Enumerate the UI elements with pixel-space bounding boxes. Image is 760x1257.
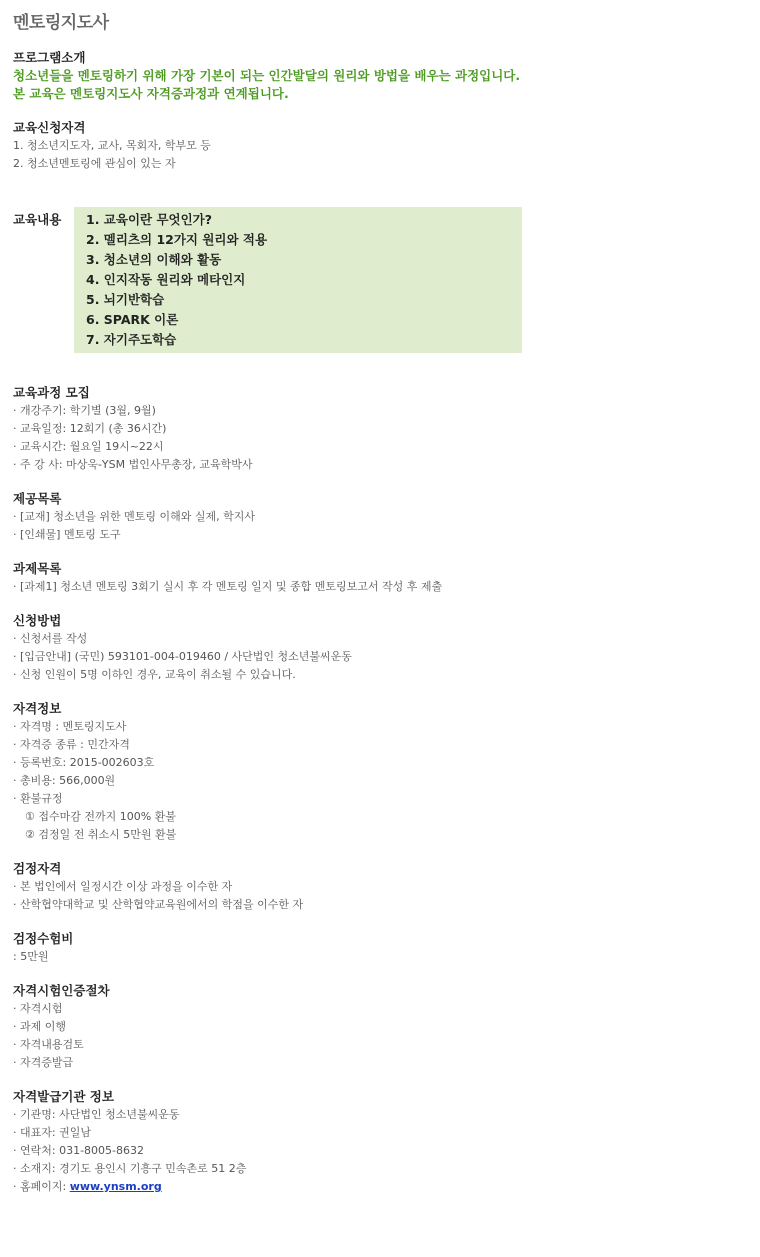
intro-line: 본 교육은 멘토링지도사 자격증과정과 연계됩니다. — [13, 86, 289, 101]
apply-section — [13, 612, 753, 684]
content-item: 5. 뇌기반학습 — [86, 292, 165, 307]
cert-info-section — [13, 700, 753, 844]
procedure-line: · 자격증발급 — [13, 1056, 74, 1069]
procedure-line: · 과제 이행 — [13, 1020, 66, 1033]
recruit-section — [13, 384, 753, 474]
content-item: 2. 멜리츠의 12가지 원리와 적용 — [86, 232, 268, 247]
exam-fee-section — [13, 930, 753, 966]
homepage-line — [13, 1178, 753, 1196]
exam-eligibility-title: 검정자격 — [13, 861, 62, 876]
procedure-section — [13, 982, 753, 1072]
apply-line: · 신청서를 작성 — [13, 632, 88, 645]
homepage-label: · 홈페이지: — [13, 1180, 70, 1193]
procedure-line: · 자격시험 — [13, 1002, 63, 1015]
cert-info-line: · 등록번호: 2015-002603호 — [13, 756, 155, 769]
eligibility-section — [13, 119, 753, 173]
assignment-section — [13, 560, 753, 596]
content-item: 4. 인지작동 원리와 메타인지 — [86, 272, 246, 287]
procedure-title: 자격시험인증절차 — [13, 983, 110, 998]
recruit-line: · 교육일정: 12회기 (총 36시간) — [13, 422, 167, 435]
recruit-title: 교육과정 모집 — [13, 385, 90, 400]
assignment-line: · [과제1] 청소년 멘토링 3회기 실시 후 각 멘토링 일지 및 종합 멘토링보고서 작성 후 제출 — [13, 580, 443, 593]
cert-info-line: · 자격증 종류 : 민간자격 — [13, 738, 130, 751]
eligibility-title: 교육신청자격 — [13, 120, 86, 135]
issuer-title: 자격발급기관 정보 — [13, 1089, 114, 1104]
intro-title: 프로그램소개 — [13, 50, 86, 65]
cert-info-line: · 환불규정 — [13, 792, 63, 805]
content-box — [74, 207, 522, 353]
content-item: 1. 교육이란 무엇인가? — [86, 212, 213, 227]
issuer-line: · 소재지: 경기도 용인시 기흥구 민속촌로 51 2층 — [13, 1162, 247, 1175]
page-content — [13, 8, 753, 1196]
provided-line: · [교재] 청소년을 위한 멘토링 이해와 실제, 학지사 — [13, 510, 255, 523]
content-item: 3. 청소년의 이해와 활동 — [86, 252, 222, 267]
content-label: 교육내용 — [13, 212, 62, 227]
provided-title: 제공목록 — [13, 491, 62, 506]
issuer-line: · 연락처: 031-8005-8632 — [13, 1144, 144, 1157]
provided-line: · [인쇄물] 멘토링 도구 — [13, 528, 121, 541]
page-title: 멘토링지도사 — [13, 13, 109, 33]
cert-info-line: · 총비용: 566,000원 — [13, 774, 116, 787]
eligibility-line: 2. 청소년멘토링에 관심이 있는 자 — [13, 157, 176, 170]
exam-eligibility-line: · 산학협약대학교 및 산학협약교육원에서의 학점을 이수한 자 — [13, 898, 304, 911]
homepage-link[interactable]: www.ynsm.org — [69, 1180, 162, 1193]
issuer-line: · 기관명: 사단법인 청소년불씨운동 — [13, 1108, 180, 1121]
eligibility-line: 1. 청소년지도자, 교사, 목회자, 학부모 등 — [13, 139, 211, 152]
apply-title: 신청방법 — [13, 613, 62, 628]
intro-section — [13, 49, 753, 103]
provided-section — [13, 490, 753, 544]
refund-line: ② 검정일 전 취소시 5만원 환불 — [25, 828, 177, 841]
intro-line: 청소년들을 멘토링하기 위해 가장 기본이 되는 인간발달의 원리와 방법을 배우는 과정입니다. — [13, 68, 521, 83]
refund-line: ① 접수마감 전까지 100% 환불 — [25, 810, 176, 823]
issuer-line: · 대표자: 권일남 — [13, 1126, 91, 1139]
recruit-line: · 주 강 사: 마상욱-YSM 법인사무총장, 교육학박사 — [13, 458, 253, 471]
apply-line: · 신청 인원이 5명 이하인 경우, 교육이 취소될 수 있습니다. — [13, 668, 296, 681]
content-item: 6. SPARK 이론 — [86, 312, 179, 327]
procedure-line: · 자격내용검토 — [13, 1038, 84, 1051]
exam-eligibility-line: · 본 법인에서 일정시간 이상 과정을 이수한 자 — [13, 880, 233, 893]
recruit-line: · 개강주기: 학기별 (3월, 9월) — [13, 404, 156, 417]
exam-fee-title: 검정수험비 — [13, 931, 74, 946]
exam-fee-line: : 5만원 — [13, 950, 49, 963]
content-section — [13, 207, 753, 353]
recruit-line: · 교육시간: 월요일 19시~22시 — [13, 440, 164, 453]
assignment-title: 과제목록 — [13, 561, 62, 576]
content-item: 7. 자기주도학습 — [86, 332, 177, 347]
cert-info-line: · 자격명 : 멘토링지도사 — [13, 720, 127, 733]
exam-eligibility-section — [13, 860, 753, 914]
apply-line: · [입금안내] (국민) 593101-004-019460 / 사단법인 청소년불씨운동 — [13, 650, 352, 663]
issuer-section — [13, 1088, 753, 1196]
cert-info-title: 자격정보 — [13, 701, 62, 716]
